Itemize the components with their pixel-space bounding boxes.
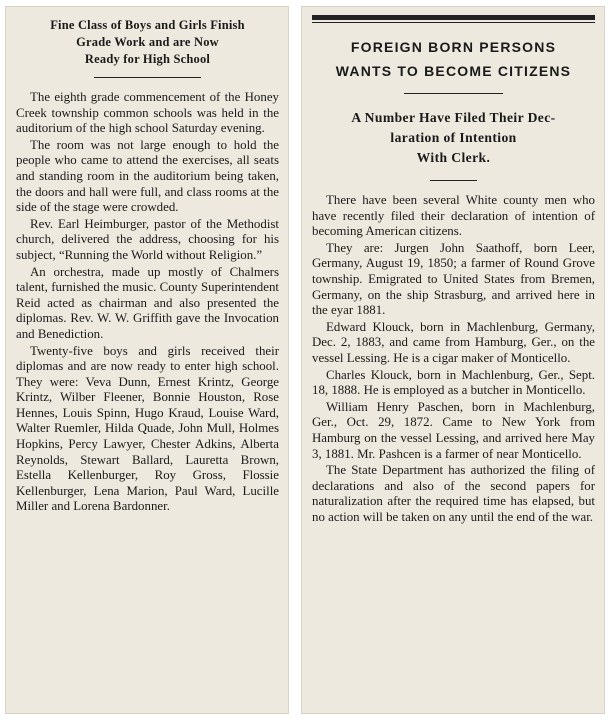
- clipping-commencement: [5, 6, 289, 714]
- paragraph: William Henry Paschen, born in Machlenburg, Ger., Oct. 29, 1872. Came to New York from Hamburg on the vessel Lessing, and arrived here May 3, 1881. Mr. Pashcen is a farmer of near Monticello.: [312, 399, 595, 461]
- subheadline-deck: [312, 108, 595, 168]
- article-body-citizens: [312, 193, 595, 525]
- headline-line: Grade Work and are Now: [76, 35, 219, 49]
- headline-line: Fine Class of Boys and Girls Finish: [50, 18, 245, 32]
- deck-line: A Number Have Filed Their Dec-: [351, 110, 556, 125]
- divider-rule: [404, 93, 503, 94]
- divider-rule: [94, 77, 201, 78]
- top-rule-thick: [312, 15, 595, 20]
- paragraph: Edward Klouck, born in Machlenburg, Germany, Dec. 2, 1883, and came from Hamburg, Ger., on the vessel Lessing. He is a cigar maker of Monticello.: [312, 319, 595, 365]
- deck-line: laration of Intention: [390, 130, 517, 145]
- paragraph: Twenty-five boys and girls received their diplomas and are now ready to enter high school. They were: Veva Dunn, Ernest Krintz, George Krintz, Wilber Fleener, Bonnie Houston, Rose Hennes, Louis Spinn, Hugo Kraud, Louise Ward, Walter Ruemler, Hilda Quade, John Mull, Holmes Hopkins, Percy Lawyer, Chester Adkins, Alberta Reynolds, Stewart Ballard, Lauretta Brown, Estella Kellenburger, Roy Gross, Flossie Kellenburger, Lena Marion, Paul Ward, Lucille Miller and Lorena Bardonner.: [16, 343, 279, 514]
- headline-line: Ready for High School: [84, 52, 211, 66]
- headline-commencement: [16, 17, 279, 68]
- paragraph: They are: Jurgen John Saathoff, born Leer, Germany, August 19, 1850; a farmer of Round Grove township. Emigrated to United States from Bremen, Germany, on the ship Strasburg, and arrived here in the eyar 1881.: [312, 240, 595, 318]
- paragraph: There have been several White county men who have recently filed their declaration of intention of becoming American citizens.: [312, 193, 595, 239]
- clipping-citizens: [301, 6, 605, 714]
- deck-line: With Clerk.: [416, 150, 491, 165]
- divider-rule: [430, 180, 477, 181]
- article-body-commencement: [16, 90, 279, 515]
- paragraph: Charles Klouck, born in Machlenburg, Ger., Sept. 18, 1888. He is employed as a butcher in Monticello.: [312, 367, 595, 398]
- headline-line: FOREIGN BORN PERSONS: [350, 39, 557, 55]
- headline-line: WANTS TO BECOME CITIZENS: [335, 63, 572, 79]
- paragraph: An orchestra, made up mostly of Chalmers talent, furnished the music. County Superintendent Reid acted as chairman and also presented the diplomas. Rev. W. W. Griffith gave the Invocation and Benediction.: [16, 264, 279, 341]
- paragraph: The room was not large enough to hold the people who came to attend the exercises, all seats and standing room in the auditorium being taken, the doors and hall were full, and class rooms at the side of the stage were crowded.: [16, 137, 279, 215]
- paragraph: The eighth grade commencement of the Honey Creek township common schools was held in the auditorium of the high school Saturday evening.: [16, 90, 279, 136]
- paragraph: The State Department has authorized the filing of declarations and also of the second papers for naturalization after the required time has elapsed, but no action will be taken on any until the end of the war.: [312, 463, 595, 524]
- headline-citizens: [312, 35, 595, 83]
- paragraph: Rev. Earl Heimburger, pastor of the Methodist church, delivered the address, choosing for his subject, “Running the World without Religion.”: [16, 216, 279, 262]
- top-rule-thin: [312, 22, 595, 23]
